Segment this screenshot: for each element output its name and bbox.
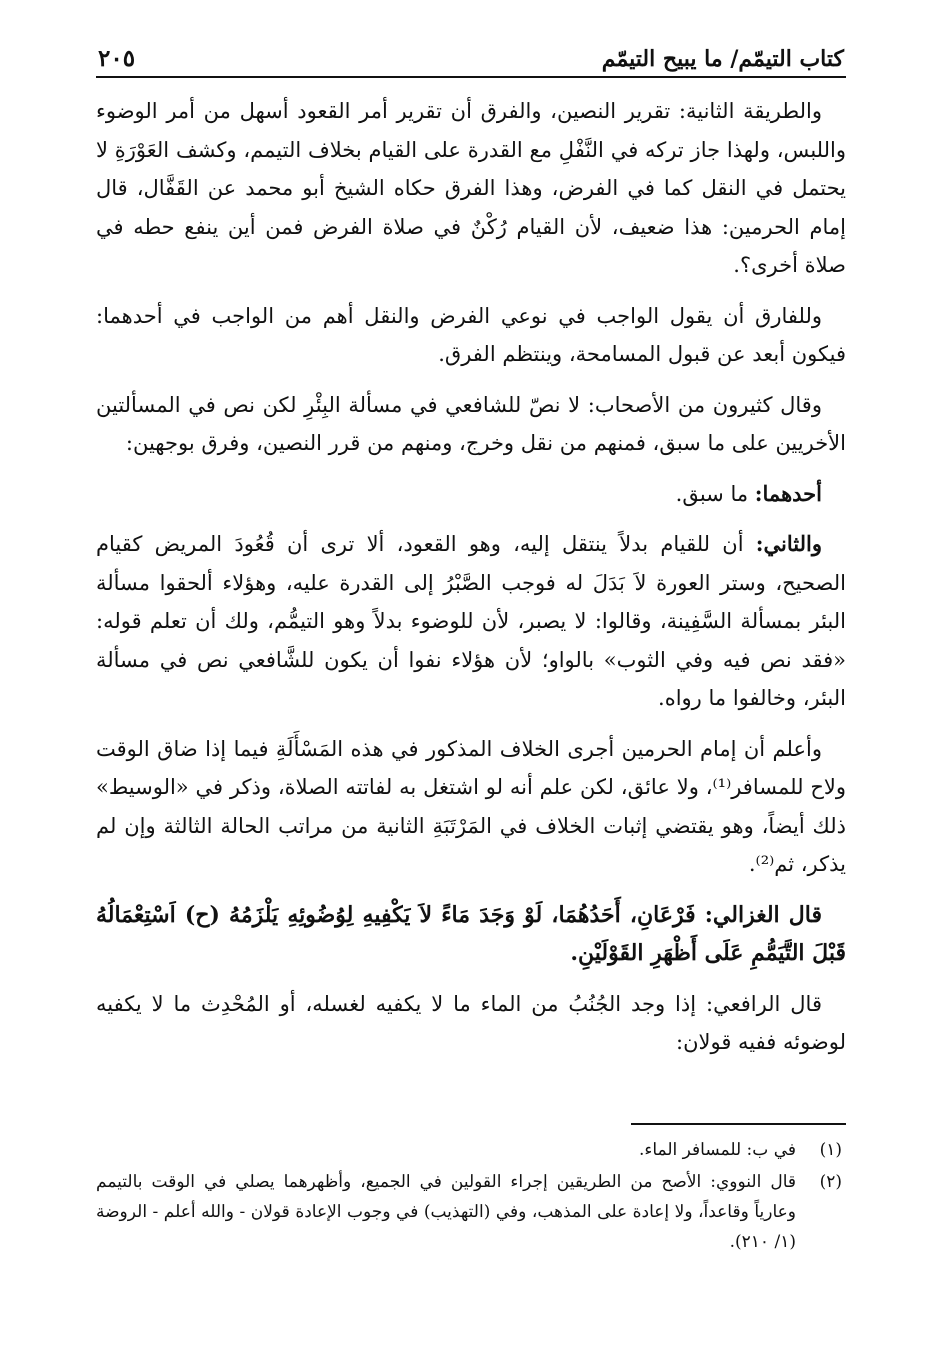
paragraph-text: أن للقيام بدلاً ينتقل إليه، وهو القعود، ألا ترى أن قُعُودَ المريض كقيام الصحيح، وستر العورة لاَ بَدَلَ له فوجب الصَّبْرُ إلى القدرة عليه، وهؤلاء ألحقوا مسألة البئر بمسألة السَّفِينة، وقالوا: لا يصبر، لأن للوضوء بدلاً وهو التيمُّم، ولك أن تعلم قوله: «فقد نص فيه وفي الثوب» بالواو؛ لأن هؤلاء نفوا أن يكون للشَّافعي نص في مسألة البئر، وخالفوا ما رواه. (96, 532, 846, 710)
footnotes (96, 1123, 846, 1259)
paragraph-differentiator (96, 297, 846, 374)
paragraph-text: والطريقة الثانية: تقرير النصين، والفرق أن تقرير أمر القعود أسهل من أمر الوضوء واللبس، ولهذا جاز تركه في النَّفْلِ مع القدرة على القيام بخلاف التيمم، وكشف العَوْرَةِ لا يحتمل في النقل كما في الفرض، وهذا الفرق حكاه الشيخ أبو محمد عن القَفَّال، قال إمام الحرمين: هذا ضعيف، لأن القيام رُكْنٌ في صلاة الفرض فمن أين ينفع حطه في صلاة أخرى؟. (96, 99, 846, 277)
running-head-title: كتاب التيمّم/ ما يبيح التيمّم (601, 46, 844, 72)
footnote-1 (96, 1135, 846, 1165)
paragraph-second-aspect (96, 525, 846, 718)
paragraph-rafii (96, 985, 846, 1062)
paragraph-text: وأعلم أن إمام الحرمين أجرى الخلاف المذكور في هذه المَسْأَلَةِ فيما إذا ضاق الوقت ولاح للمسافر⁽¹⁾، ولا عائق، لكن علم أنه لو اشتغل به لفاتته الصلاة، وذكر في «الوسيط» ذلك أيضاً، وهو يقتضي إثبات الخلاف في المَرْتَبَةِ الثانية من مراتب الحالة الثالثة وإن لم يذكر، ثم⁽²⁾. (96, 736, 846, 876)
paragraph-text: ما سبق. (675, 481, 755, 506)
paragraph-second-method (96, 92, 846, 285)
body-text (96, 92, 846, 1062)
paragraph-imam-haramayn (96, 730, 846, 884)
paragraph-first-aspect (96, 475, 846, 514)
paragraph-text: قال الرافعي: إذا وجد الجُنُبُ من الماء ما لا يكفيه لغسله، أو المُحْدِث ما لا يكفيه لوضوئه ففيه قولان: (96, 991, 846, 1054)
paragraph-text: قال الغزالي: فَرْعَانِ، أَحَدُهُمَا، لَوْ وَجَدَ مَاءً لاَ يَكْفِيهِ لِوُضُوئِهِ يَلْزَمُهُ (ح) اَسْتِعْمَالُهُ قَبْلَ التَّيَمُّمِ عَلَى أَظْهَرِ القَوْلَيْنِ. (96, 901, 846, 966)
paragraph-text: وللفارق أن يقول الواجب في نوعي الفرض والنقل أهم من الواجب في أحدهما: فيكون أبعد عن قبول المسامحة، وينتظم الفرق. (96, 303, 846, 366)
footnote-text: قال النووي: الأصح من الطريقين إجراء القولين في الجميع، وأظهرهما يصلي في الوقت بالتيمم وعارياً وقاعداً، ولا إعادة على المذهب، وفي (التهذيب) في وجوب الإعادة قولان - والله أعلم - الروضة (١/ ٢١٠). (96, 1172, 796, 1252)
footnote-text: في ب: للمسافر الماء. (638, 1140, 796, 1160)
paragraph-lead: والثاني: (755, 531, 822, 556)
footnote-number: (٢) (819, 1172, 842, 1192)
paragraph-ghazali-matn (96, 896, 846, 973)
page-number: ٢٠٥ (98, 45, 136, 72)
paragraph-many-companions (96, 386, 846, 463)
page (96, 28, 846, 1074)
paragraph-text: وقال كثيرون من الأصحاب: لا نصّ للشافعي في مسألة البِئْرِ لكن نص في المسألتين الأخريين على ما سبق، فمنهم من نقل وخرج، ومنهم من قرر النصين، وفرق بوجهين: (96, 392, 846, 455)
footnote-divider (631, 1123, 846, 1125)
footnote-2 (96, 1167, 846, 1257)
footnote-number: (١) (819, 1140, 842, 1160)
paragraph-lead: أحدهما: (754, 480, 822, 506)
running-head (96, 28, 846, 78)
